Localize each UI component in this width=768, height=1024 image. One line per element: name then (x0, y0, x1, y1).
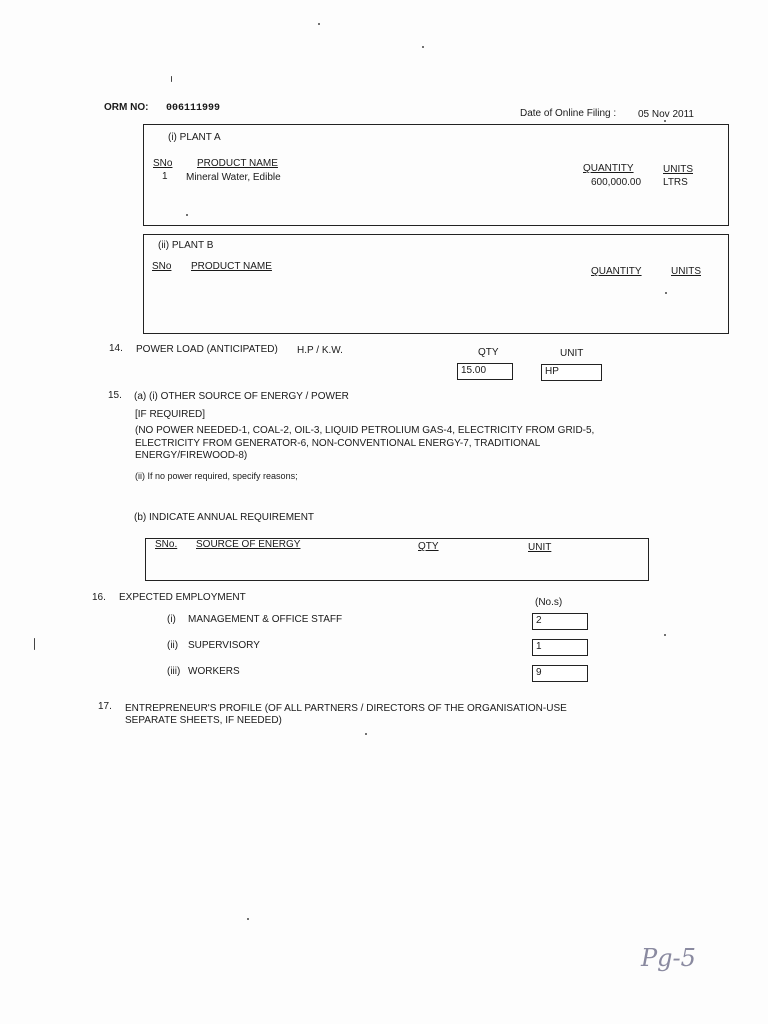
s17-number: 17. (98, 701, 112, 712)
employment-item-roman: (iii) (167, 666, 181, 677)
plant-a-row-sno: 1 (162, 171, 168, 182)
employment-item-label: MANAGEMENT & OFFICE STAFF (188, 614, 343, 625)
s15-label-aii: (ii) If no power required, specify reasons; (135, 471, 298, 481)
plant-b-col-product: PRODUCT NAME (191, 261, 272, 272)
energy-col-qty: QTY (418, 541, 439, 552)
management-staff-field[interactable]: 2 (532, 613, 588, 630)
energy-col-source: SOURCE OF ENERGY (196, 539, 301, 550)
scan-speck (365, 733, 367, 735)
s14-label: POWER LOAD (ANTICIPATED) (136, 344, 278, 355)
form-no-label: ORM NO: (104, 102, 149, 113)
form-no-value: 006111999 (166, 103, 221, 114)
scan-speck (247, 918, 249, 920)
plant-a-col-units: UNITS (663, 164, 693, 175)
s14-qty-label: QTY (478, 347, 499, 358)
plant-a-row-qty: 600,000.00 (591, 177, 642, 188)
plant-b-title: (ii) PLANT B (158, 240, 214, 251)
s15-label-a: (a) (i) OTHER SOURCE OF ENERGY / POWER (134, 391, 349, 402)
plant-a-col-product: PRODUCT NAME (197, 158, 278, 169)
scan-speck (665, 292, 667, 294)
energy-col-unit: UNIT (528, 542, 552, 553)
scan-speck (186, 214, 188, 216)
scan-speck (171, 76, 172, 82)
s16-number: 16. (92, 592, 106, 603)
energy-col-sno: SNo. (155, 539, 178, 550)
plant-b-box (143, 234, 729, 334)
s16-nos-label: (No.s) (535, 597, 563, 608)
employment-item-label: WORKERS (188, 666, 240, 677)
plant-b-col-units: UNITS (671, 266, 701, 277)
s15-line2: (NO POWER NEEDED-1, COAL-2, OIL-3, LIQUID PETROLIUM GAS-4, ELECTRICITY FROM GRID-5, (135, 425, 595, 436)
plant-a-row-product: Mineral Water, Edible (186, 172, 281, 183)
scan-speck (664, 634, 666, 636)
s15-number: 15. (108, 390, 122, 401)
employment-item-roman: (i) (167, 614, 176, 625)
s14-unit-label: UNIT (560, 348, 584, 359)
power-load-qty-field[interactable]: 15.00 (457, 363, 513, 380)
s15-line4: ENERGY/FIREWOOD-8) (135, 450, 248, 461)
s16-label: EXPECTED EMPLOYMENT (119, 592, 246, 603)
s17-line1: ENTREPRENEUR'S PROFILE (OF ALL PARTNERS / DIRECTORS OF THE ORGANISATION-USE (125, 703, 567, 714)
s14-number: 14. (109, 343, 123, 354)
workers-field[interactable]: 9 (532, 665, 588, 682)
handwritten-page-note: Pg-5 (641, 944, 696, 972)
plant-b-col-sno: SNo (152, 261, 172, 272)
s17-line2: SEPARATE SHEETS, IF NEEDED) (125, 715, 282, 726)
s15-line3: ELECTRICITY FROM GENERATOR-6, NON-CONVENTIONAL ENERGY-7, TRADITIONAL (135, 438, 541, 449)
s15-label-b: (b) INDICATE ANNUAL REQUIREMENT (134, 512, 315, 523)
plant-a-col-qty: QUANTITY (583, 163, 634, 174)
scan-speck (664, 120, 666, 122)
plant-b-col-qty: QUANTITY (591, 266, 642, 277)
supervisory-field[interactable]: 1 (532, 639, 588, 656)
scan-speck (34, 638, 35, 650)
scan-speck (318, 23, 320, 25)
scan-speck (422, 46, 424, 48)
employment-item-roman: (ii) (167, 640, 179, 651)
plant-a-row-units: LTRS (663, 177, 688, 188)
power-load-unit-field[interactable]: HP (541, 364, 602, 381)
plant-a-col-sno: SNo (153, 158, 173, 169)
date-label: Date of Online Filing : (520, 108, 617, 119)
plant-a-title: (i) PLANT A (168, 132, 221, 143)
date-value: 05 Nov 2011 (638, 109, 694, 120)
employment-item-label: SUPERVISORY (188, 640, 260, 651)
s15-line1: [IF REQUIRED] (135, 409, 206, 420)
s14-sublabel: H.P / K.W. (297, 345, 343, 356)
